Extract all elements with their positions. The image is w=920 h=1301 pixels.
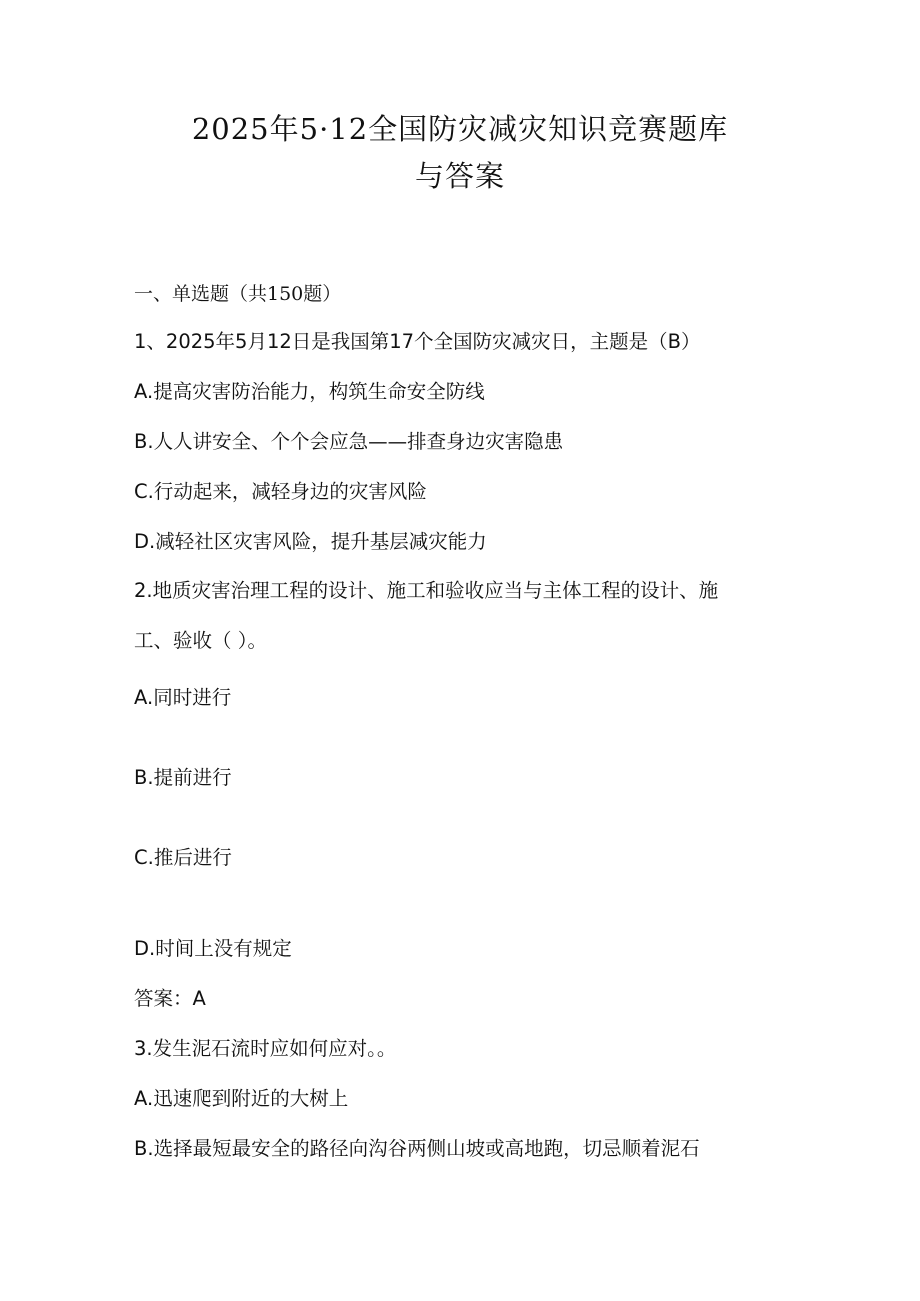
question-2-option-d: D.时间上没有规定 xyxy=(134,937,292,960)
question-1-option-a: A.提高灾害防治能力，构筑生命安全防线 xyxy=(134,380,485,403)
question-2-option-b: B.提前进行 xyxy=(134,766,232,789)
question-2-stem-line-1: 2.地质灾害治理工程的设计、施工和验收应当与主体工程的设计、施 xyxy=(134,579,719,602)
question-2-stem-line-2: 工、验收（ ）。 xyxy=(134,629,267,652)
document-title-line-2: 与答案 xyxy=(414,159,505,193)
question-3-option-b: B.选择最短最安全的路径向沟谷两侧山坡或高地跑，切忌顺着泥石 xyxy=(134,1137,700,1160)
document-title-line-1: 2025年5·12全国防灾减灾知识竞赛题库 xyxy=(191,112,729,146)
question-1-option-d: D.减轻社区灾害风险，提升基层减灾能力 xyxy=(134,530,487,553)
question-1-option-c: C.行动起来，减轻身边的灾害风险 xyxy=(134,480,427,503)
section-heading: 一、单选题（共150题） xyxy=(134,283,342,305)
question-2-option-c: C.推后进行 xyxy=(134,846,232,869)
question-1-option-b: B.人人讲安全、个个会应急——排查身边灾害隐患 xyxy=(134,430,564,453)
question-2-option-a: A.同时进行 xyxy=(134,686,232,709)
question-2-answer: 答案：A xyxy=(134,987,206,1010)
question-1-stem: 1、2025年5月12日是我国第17个全国防灾减灾日，主题是（B） xyxy=(134,330,701,353)
question-3-stem: 3.发生泥石流时应如何应对。。 xyxy=(134,1037,397,1060)
question-3-option-a: A.迅速爬到附近的大树上 xyxy=(134,1087,349,1110)
